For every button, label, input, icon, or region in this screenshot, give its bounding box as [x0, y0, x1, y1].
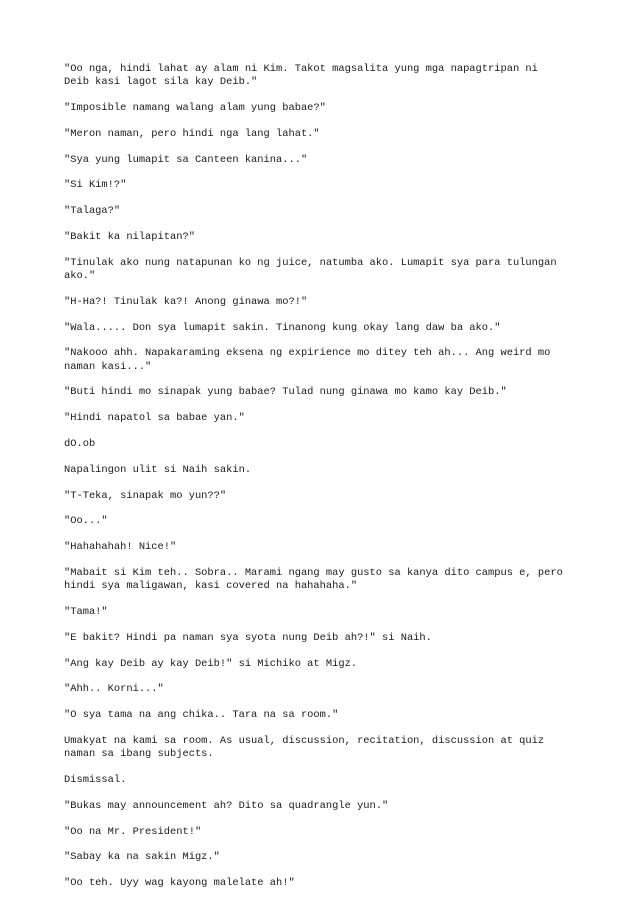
- paragraph: "Tama!": [64, 605, 108, 618]
- paragraph: "Oo nga, hindi lahat ay alam ni Kim. Takot magsalita yung mga napagtripan ni Deib kasi lagot sila kay Deib.": [64, 63, 538, 89]
- paragraph: "Meron naman, pero hindi nga lang lahat.": [64, 127, 320, 140]
- paragraph: "Hahahahah! Nice!": [64, 541, 177, 554]
- paragraph: Dismissal.: [64, 773, 127, 786]
- paragraph: "Imposible namang walang alam yung babae?": [64, 102, 326, 114]
- paragraph: "Ahh.. Korni...": [64, 683, 164, 696]
- paragraph: "Talaga?": [64, 205, 121, 218]
- paragraph: "Si Kim!?": [64, 179, 127, 192]
- paragraph: "Mabait si Kim teh.. Sobra.. Marami ngang may gusto sa kanya dito campus e, pero hindi sya maligawan, kasi covered na hahahaha.": [64, 566, 563, 593]
- paragraph: "Hindi napatol sa babae yan.": [64, 412, 245, 425]
- paragraph: "Nakooo ahh. Napakaraming eksena ng expirience mo ditey teh ah... Ang weird mo naman kasi...": [64, 347, 551, 373]
- paragraph: "Sya yung lumapit sa Canteen kanina...": [64, 153, 308, 166]
- paragraph: "O sya tama na ang chika.. Tara na sa room.": [64, 709, 339, 722]
- paragraph: Umakyat na kami sa room. As usual, discussion, recitation, discussion at quiz naman sa ibang subjects.: [64, 734, 545, 761]
- document-page: [64, 63, 592, 903]
- paragraph: "Sabay ka na sakin Migz.": [64, 851, 220, 864]
- paragraph: "Bakit ka nilapitan?": [64, 230, 195, 243]
- paragraph: "Oo na Mr. President!": [64, 825, 202, 838]
- paragraph: "H-Ha?! Tinulak ka?! Anong ginawa mo?!": [64, 295, 308, 308]
- paragraph: "Ang kay Deib ay kay Deib!" si Michiko at Migz.: [64, 657, 358, 670]
- paragraph: "Bukas may announcement ah? Dito sa quadrangle yun.": [64, 799, 389, 812]
- paragraph: Napalingon ulit si Naih sakin.: [64, 463, 252, 476]
- paragraph: dO.ob: [64, 437, 96, 450]
- paragraph: "Oo...": [64, 515, 108, 528]
- paragraph: "T-Teka, sinapak mo yun??": [64, 489, 227, 502]
- paragraph: "Wala..... Don sya lumapit sakin. Tinanong kung okay lang daw ba ako.": [64, 321, 501, 334]
- paragraph: "Oo teh. Uyy wag kayong malelate ah!": [64, 877, 295, 890]
- paragraph: "E bakit? Hindi pa naman sya syota nung Deib ah?!" si Naih.: [64, 631, 432, 644]
- paragraph: "Tinulak ako nung natapunan ko ng juice, natumba ako. Lumapit sya para tulungan ako.": [64, 256, 557, 282]
- paragraph: "Buti hindi mo sinapak yung babae? Tulad nung ginawa mo kamo kay Deib.": [64, 386, 507, 399]
